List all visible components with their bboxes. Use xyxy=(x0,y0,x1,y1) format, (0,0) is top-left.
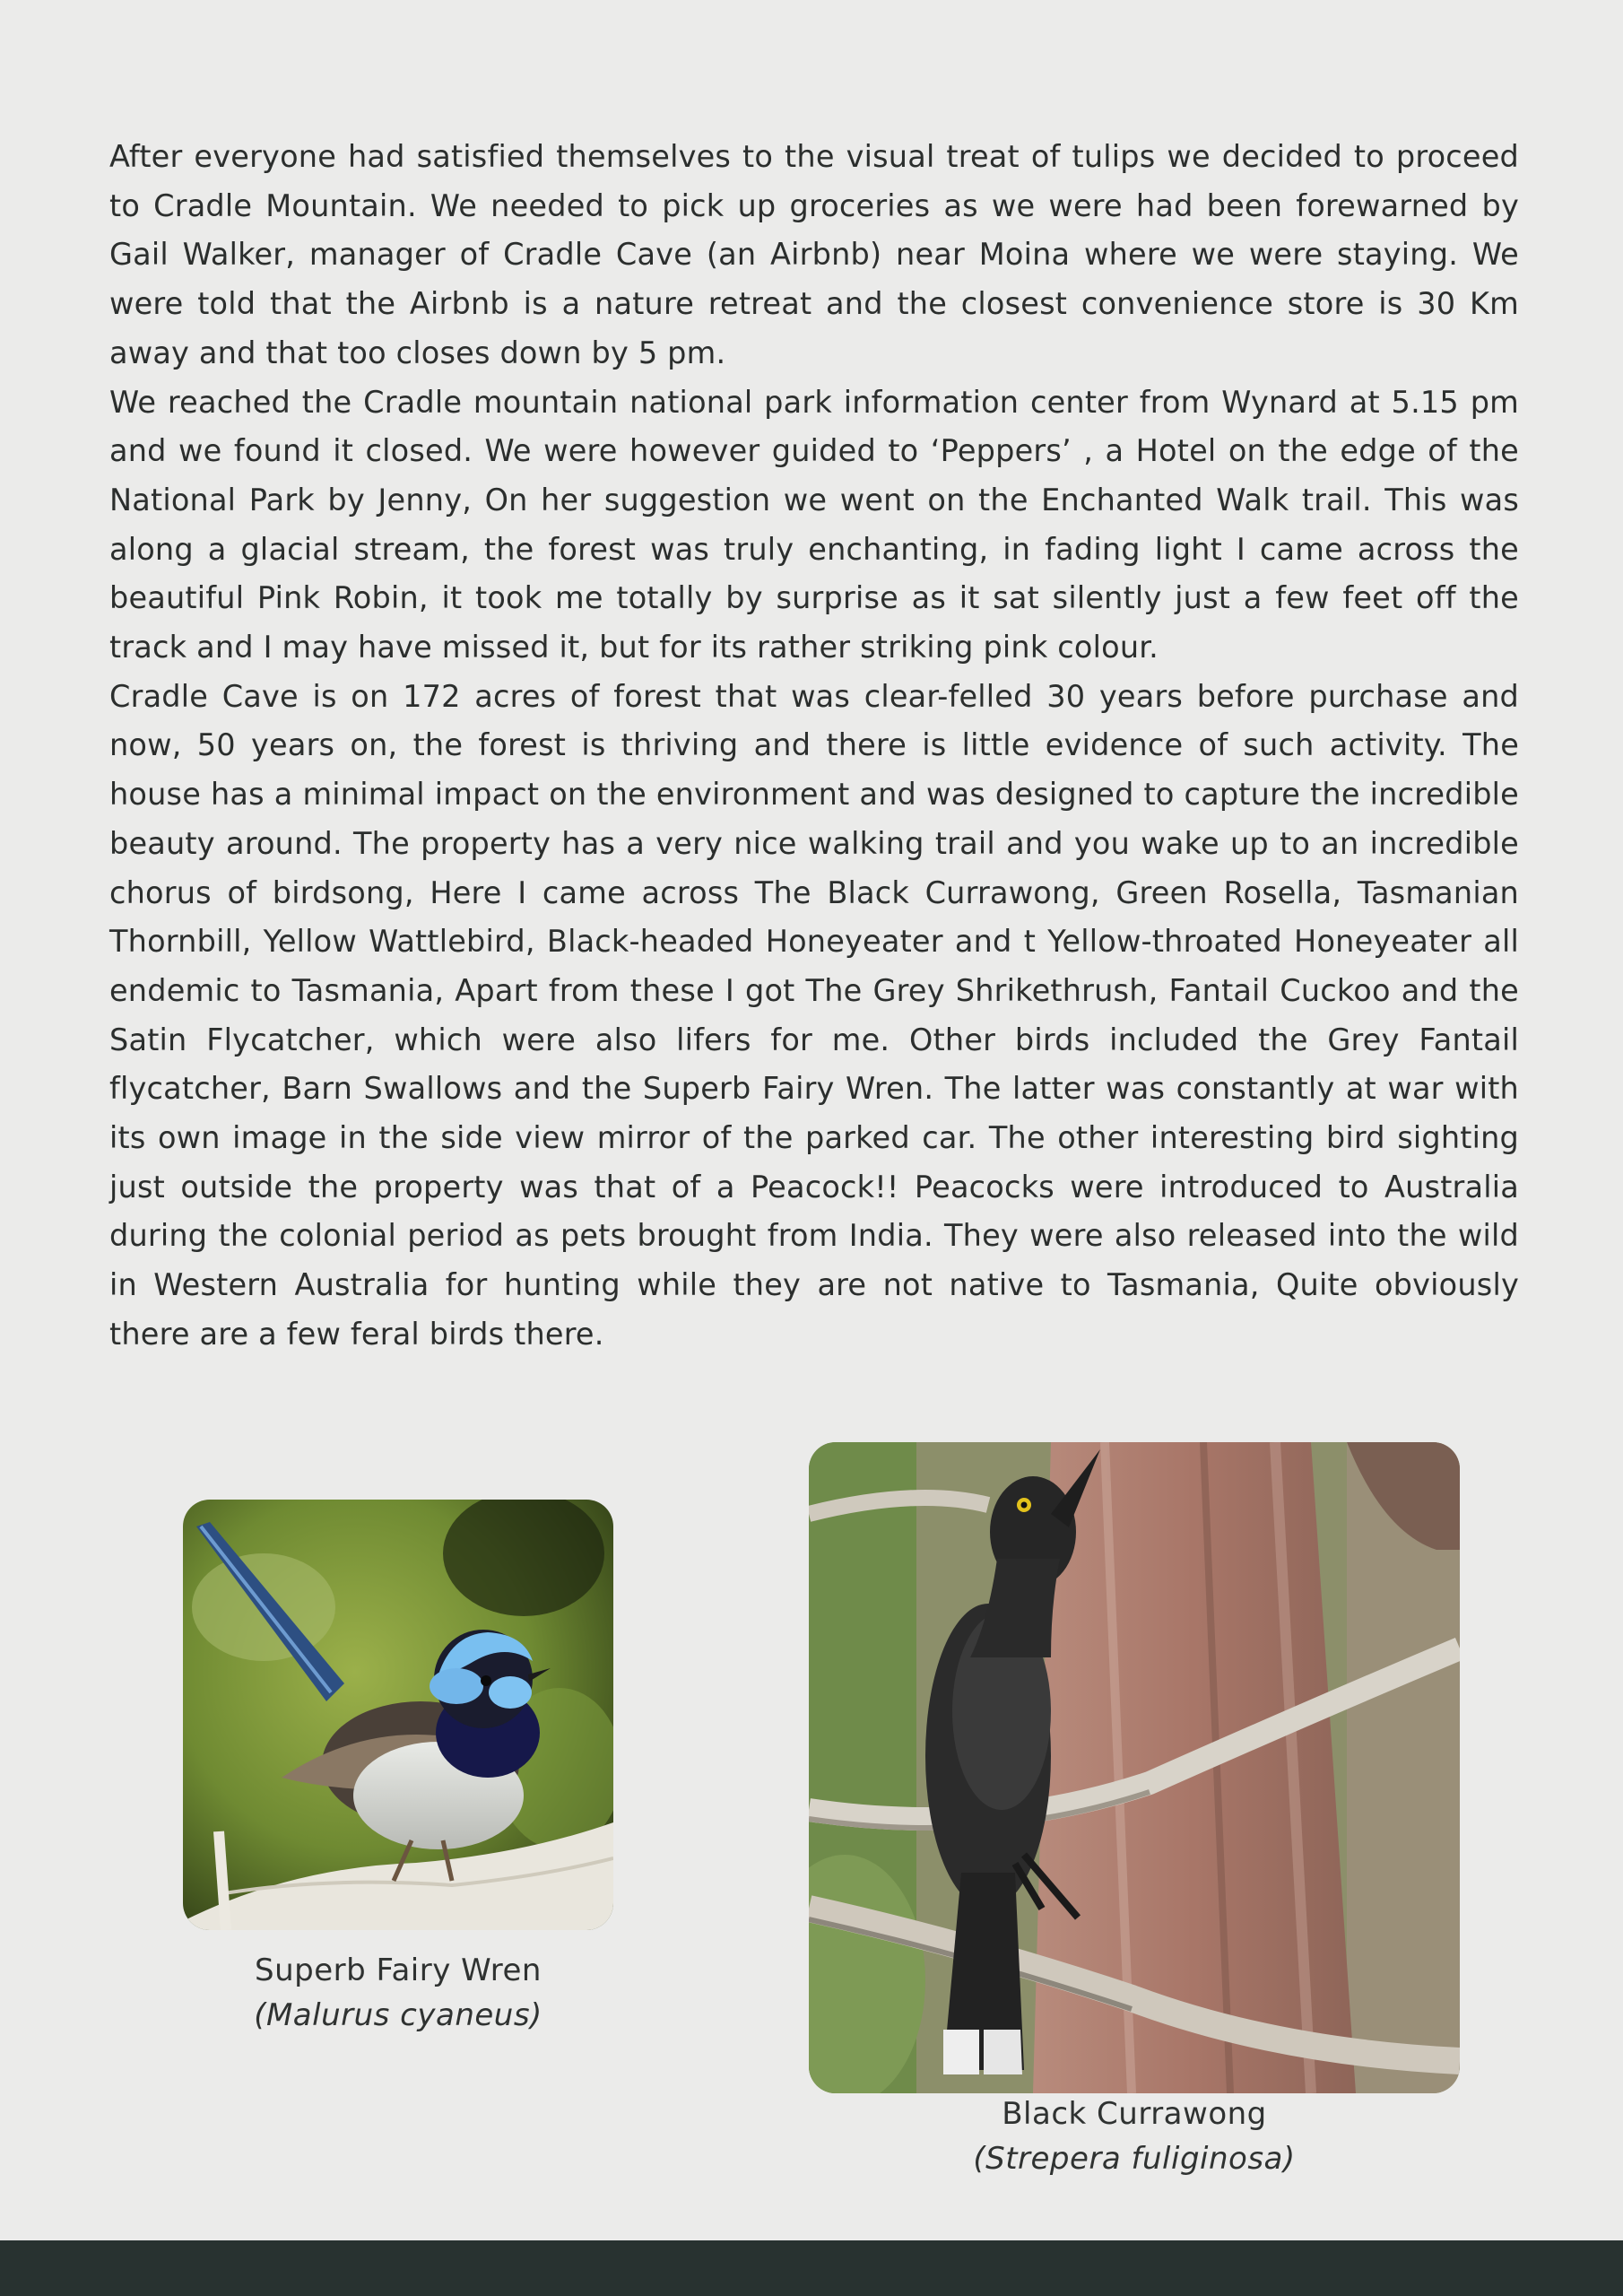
fairy-wren-photo xyxy=(183,1500,613,1930)
currawong-scientific-name: (Strepera fuliginosa) xyxy=(973,2141,1296,2177)
currawong-common-name: Black Currawong xyxy=(1002,2096,1267,2132)
article-body xyxy=(109,133,1519,1360)
currawong-photo xyxy=(809,1442,1460,2093)
paragraph-cradle-cave: Cradle Cave is on 172 acres of forest that was clear-felled 30 years before purchase and now, 50 years on, the forest is thriving and there is little evidence of such activity. The house has a minimal impact on the environment and was designed to capture the incredible beauty around. The property has a very nice walking trail and you wake up to an incredible chorus of birdsong, Here I came across The Black Currawong, Green Rosella, Tasmanian Thornbill, Yellow Wattlebird, Black-headed Honeyeater and t Yellow-throated Honeyeater all endemic to Tasmania, Apart from these I got The Grey Shrikethrush, Fantail Cuckoo and the Satin Flycatcher, which were also lifers for me. Other birds included the Grey Fantail flycatcher, Barn Swallows and the Superb Fairy Wren. The latter was constantly at war with its own image in the side view mirror of the parked car. The other interesting bird sighting just outside the property was that of a Peacock!! Peacocks were introduced to Australia during the colonial period as pets brought from India. They were also released into the wild in Western Australia for hunting while they are not native to Tasmania, Quite obviously there are a few feral birds there. xyxy=(109,678,1519,1352)
paragraph-groceries: After everyone had satisfied themselves to the visual treat of tulips we decided to proceed to Cradle Mountain. We needed to pick up groceries as we were had been forewarned by Gail Walker, manager of Cradle Cave (an Airbnb) near Moina where we were staying. We were told that the Airbnb is a nature retreat and the closest convenience store is 30 Km away and that too closes down by 5 pm. xyxy=(109,139,1519,370)
fairy-wren-common-name: Superb Fairy Wren xyxy=(255,1952,542,1988)
fairy-wren-caption xyxy=(183,1948,613,2038)
currawong-caption xyxy=(809,2092,1460,2181)
footer-bar xyxy=(0,2240,1623,2296)
paragraph-national-park: We reached the Cradle mountain national park information center from Wynard at 5.15 pm and we found it closed. We were however guided to ‘Peppers’ , a Hotel on the edge of the National Park by Jenny, On her suggestion we went on the Enchanted Walk trail. This was along a glacial stream, the forest was truly enchanting, in fading light I came across the beautiful Pink Robin, it took me totally by surprise as it sat silently just a few feet off the track and I may have missed it, but for its rather striking pink colour. xyxy=(109,384,1519,665)
fairy-wren-scientific-name: (Malurus cyaneus) xyxy=(254,1997,542,2033)
